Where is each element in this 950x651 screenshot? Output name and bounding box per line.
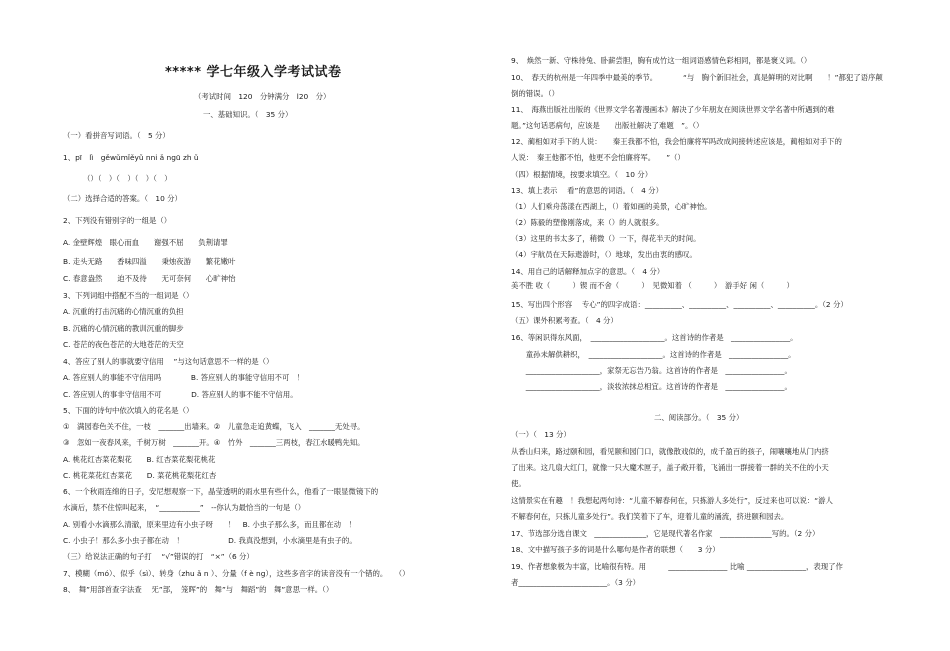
passage-line: 这情景实在有趣 ！我想起两句诗：“儿童不解春何在，只拣游人多处行”，反过来也可以说：“游人: [511, 496, 833, 505]
question-line: 19、作者想象极为丰富，比喻很有特。用 ________________ 比喻 ________________，表现了作: [511, 562, 843, 571]
answer-blanks: （）（ ）（ ）（ ）（ ）: [83, 174, 172, 183]
option-line: C. 苍茫的夜色苍茫的大地苍茫的天空: [63, 340, 184, 349]
poem-line: 16、等闲识得东风面， ____________________。这首诗的作者是 ________________。: [511, 333, 798, 342]
sub-question-line: （2）陈毅的塑像刚落成，来（）的人就很多。: [511, 218, 664, 227]
poem-line: ____________________，淡妆浓抹总相宜。这首诗的作者是 ________________。: [511, 382, 792, 391]
question-line: 3、下列词组中搭配不当的一组词是（）: [63, 291, 194, 300]
option-line: C. 答应别人的事非守信用不可 D. 答应别人的事不能不守信用。: [63, 390, 298, 399]
option-line: C. 桃花菜花红杏菜花 D. 菜花桃花梨花红杏: [63, 471, 217, 480]
passage-line: 了出来。这几扇大红门，就像一只大魔术匣子，盖子敞开着，飞涌出一群接着一群的关不住的小天: [511, 463, 829, 472]
question-line: 14、用自己的话解释加点字的意思。（ 4 分）: [511, 267, 665, 276]
question-line: 7、模糊（mó）、似乎（sì）、转身（zhu ǎ n ）、分量（f è ng），这些多音字的读音没有一个错的。 （）: [63, 569, 410, 578]
question-line: 人说： 秦王他都不怕，他更不会怕廉将军。 ”（）: [511, 153, 685, 162]
passage-line: 使。: [511, 479, 526, 488]
exam-title: ***** 学七年级入学考试试卷: [165, 65, 342, 80]
question-line: 15、写出四个形容 专心”的四字成语：__________、__________、__________、__________。（2 分）: [511, 300, 848, 309]
option-line: B. 走头无路 香味四溢 秉烛夜游 繁花嫩叶: [63, 257, 236, 266]
subsection-heading: （五）课外积累考查。（ 4 分）: [511, 316, 618, 325]
subsection-heading: （一）（ 13 分）: [511, 430, 571, 439]
question-line: 水滴后，禁不住惊叫起来， “___________” --你认为最恰当的一句是（）: [63, 503, 306, 512]
question-line: 13、填上表示 看”的意思的词语。（ 4 分）: [511, 186, 663, 195]
section-heading: 二、阅读部分。（ 35 分）: [654, 413, 744, 422]
option-line: A. 别看小水滴那么清澈，原来里边有小虫子呀 ！ B. 小虫子那么多，而且都在动 ！: [63, 520, 356, 529]
question-line: 题。”这句话恶病句，应该是 出版社解决了难题 ”。（）: [511, 121, 704, 130]
option-line: C. 春意盎然 迫不及待 无可奈何 心旷神怡: [63, 274, 236, 283]
question-line: 5、下面的诗句中依次填入的花名是（）: [63, 406, 194, 415]
question-line: 17、节选部分选自课文 ______________，它是现代著名作家 ______________写的。（2 分）: [511, 529, 820, 538]
poem-line: ① 满园春色关不住，一枝 _______出墙来。② 儿童急走追黄蝶，飞入 _______无处寻。: [63, 422, 365, 431]
poem-line: ____________________，家祭无忘告乃翁。这首诗的作者是 ________________。: [511, 366, 792, 375]
option-line: B. 沉痛的心情沉痛的教训沉重的脚步: [63, 324, 184, 333]
question-line: 18、文中描写孩子多的词是什么哪句是作者的联想（ 3 分）: [511, 545, 720, 554]
poem-line: ③ 忽如一夜春风来，千树万树 _______开。④ 竹外 _______三两枝，春江水暖鸭先知。: [63, 438, 365, 447]
passage-line: 从香山归来，路过颐和园，看见颐和园门口，就像散戏似的，成千盈百的孩子，闹嚷嚷地从门内挤: [511, 447, 829, 456]
subsection-heading: （一）看拼音写词语。（ 5 分）: [63, 131, 170, 140]
question-line: 1、pī lì gěwǔmǐěyǔ nni ǎ ngū zh ǔ: [63, 153, 199, 162]
sub-question-line: （3）这里的书太多了，稍微（）一下，得花半天的时间。: [511, 234, 701, 243]
question-line: 10、 春天的杭州是一年四季中最美的季节。 “与 胸个新旧社会，真是鲜明的对比啊 ！”都犯了语序颠: [511, 73, 883, 82]
question-line: 4、答应了别人的事就要守信用 ”与这句话意思不一样的是（）: [63, 357, 274, 366]
question-line: 9、 焕然一新、守株待兔、卧薪尝胆，胸有成竹这一组词语感情色彩相同，都是褒义词。（）: [511, 56, 812, 65]
option-line: C. 小虫子！那么多小虫子都在动 ！ D. 我真没想到，小水滴里是有虫子的。: [63, 536, 357, 545]
question-line: 6、一个秋雨连绵的日子，安尼想观察一下，晶莹透明的雨水里有些什么，他看了一眼显微镜下的: [63, 487, 379, 496]
question-line: 12、蔺相如对手下的人说： 秦王我都不怕，我会怕廉将军吗改成间接转述应该是，蔺相如对手下的: [511, 137, 842, 146]
subsection-heading: （二）选择合适的答案。（ 10 分）: [63, 194, 182, 203]
subsection-heading: （三）给说法正确的句子打 “√”错误的打 “×”（6 分）: [63, 552, 254, 561]
section-heading: 一、基础知识。（ 35 分）: [203, 110, 293, 119]
option-line: A. 沉重的打击沉痛的心情沉重的负担: [63, 307, 184, 316]
poem-line: 童孙未解供耕织， ____________________。这首诗的作者是 ________________。: [511, 350, 796, 359]
subsection-heading: （四）根据情境，按要求填空。（ 10 分）: [511, 170, 653, 179]
question-line: 倒的错误。（）: [511, 89, 560, 98]
sub-question-line: （4）宇航员在天际遨游时，（）地球，发出由衷的感叹。: [511, 250, 697, 259]
option-line: A. 答应别人的事能不守信用吗 B. 答应别人的事能守信用不可 ！: [63, 373, 305, 382]
question-line: 美不胜 收（ ）锲 而不舍（ ） 见微知着 （ ） 游手好 闲（ ）: [511, 281, 794, 290]
option-line: A. 桃花红杏菜花梨花 B. 红杏菜花梨花桃花: [63, 455, 216, 464]
question-line: 11、 海燕出版社出版的《世界文学名著漫画本》解决了少年朋友在阅读世界文学名著中所遇到的难: [511, 105, 835, 114]
question-line: 8、 舞”用部首查字法查 旡”部， 笼晖”的 舞”与 舞蹈”的 舞”意思一样。（）: [63, 585, 334, 594]
sub-question-line: （1）人们乘舟荡漾在西湖上，（）着如画的美景，心旷神怡。: [511, 202, 712, 211]
passage-line: 不解春何在，只拣儿童多处行”。我们笑着下了车，迎着儿童的涌流，挤进颐和园去。: [511, 512, 789, 521]
question-line: 者________________________。（3 分）: [511, 578, 640, 587]
option-line: A. 金壁辉煌 眼心而血 谢强不屈 负荆请罪: [63, 238, 228, 247]
question-line: 2、下列没有错别字的一组是（）: [63, 216, 172, 225]
exam-subtitle: （考试时间 120 分钟满分 l20 分）: [194, 92, 331, 101]
